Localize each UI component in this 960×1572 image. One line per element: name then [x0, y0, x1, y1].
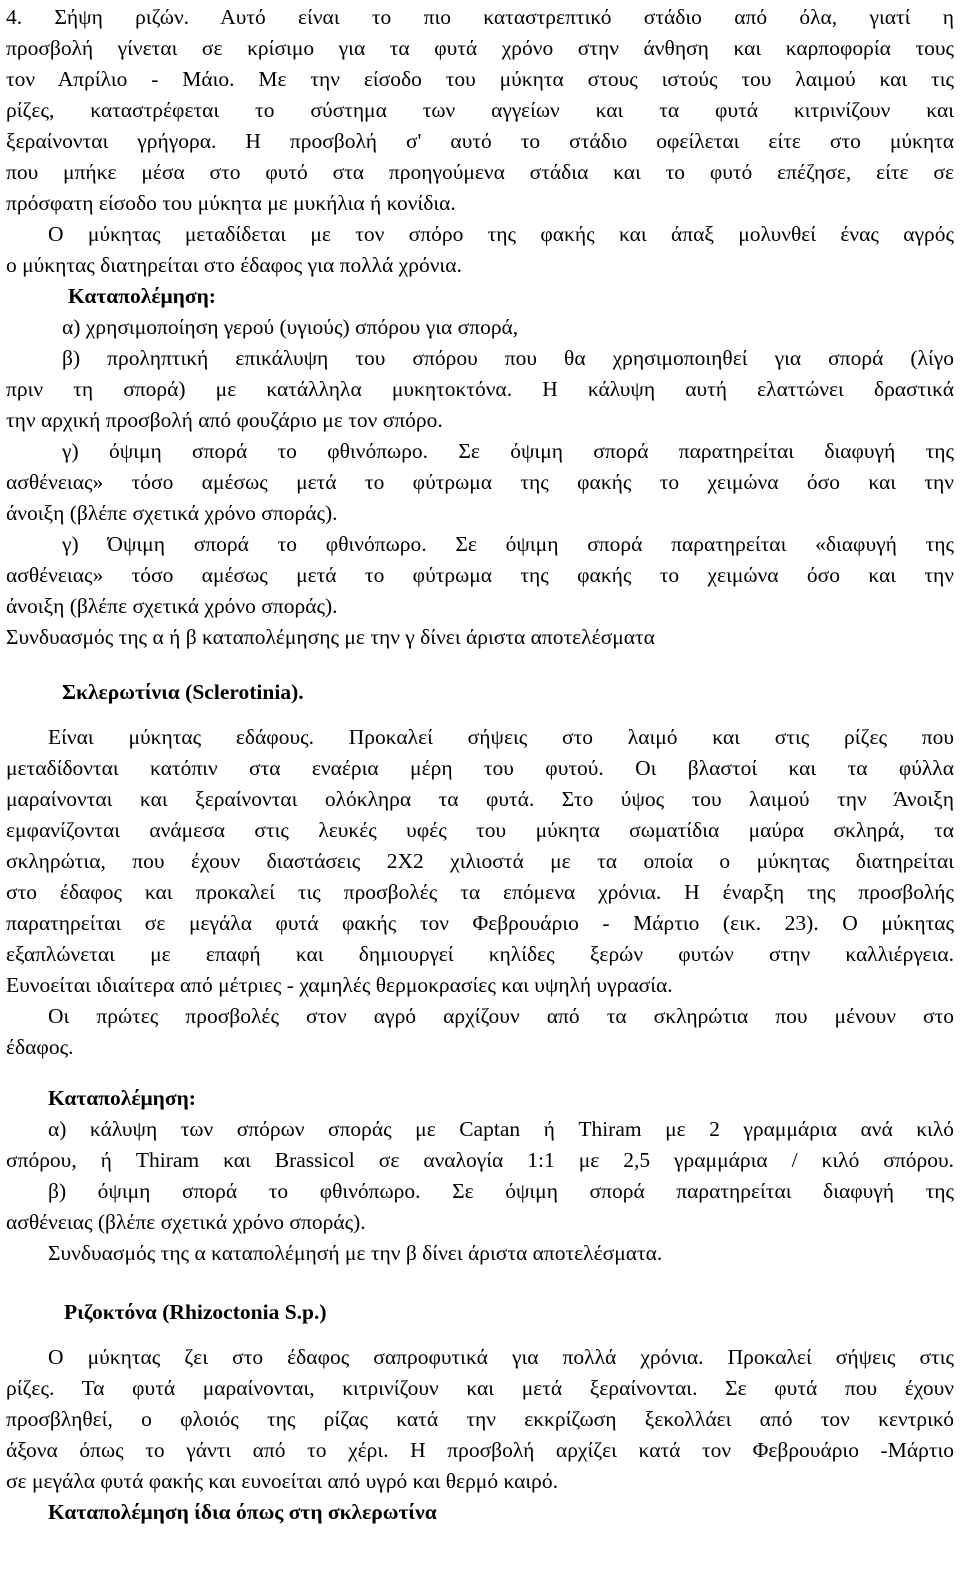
text-line: β) όψιμη σπορά το φθινόπωρο. Σε όψιμη σπορά παρατηρείται διαφυγή της [48, 1179, 954, 1203]
text-line: εξαπλώνεται με επαφή και δημιουργεί κηλίδες ξερών φυτών στην καλλιέργεια. [6, 942, 954, 966]
text-line: α) κάλυψη των σπόρων σποράς με Captan ή Thiram με 2 γραμμάρια ανά κιλό [48, 1117, 954, 1141]
text-line: την αρχική προσβολή από φουζάριο με τον σπόρο. [6, 408, 443, 432]
text-line: σκληρώτια, που έχουν διαστάσεις 2Χ2 χιλιοστά με τα οποία ο μύκητας διατηρείται [6, 849, 954, 873]
text-line: έδαφος. [6, 1035, 74, 1059]
text-line: γ) όψιμη σπορά το φθινόπωρο. Σε όψιμη σπορά παρατηρείται διαφυγή της [62, 439, 954, 463]
text-line: που μπήκε μέσα στο φυτό στα προηγούμενα στάδια και το φυτό επέζησε, είτε σε [6, 160, 954, 184]
text-line: ρίζες, καταστρέφεται το σύστημα των αγγείων και τα φυτά κιτρινίζουν και [6, 98, 954, 122]
text-line: ασθένειας (βλέπε σχετικά χρόνο σποράς). [6, 1210, 366, 1234]
section-heading: Καταπολέμηση ίδια όπως στη σκλερωτίνα [48, 1500, 437, 1524]
text-line: μεταδίδονται κατόπιν στα εναέρια μέρη του φυτού. Οι βλαστοί και τα φύλλα [6, 756, 954, 780]
section-heading: Καταπολέμηση: [48, 1086, 196, 1110]
text-line: άξονα όπως το γάντι από το χέρι. Η προσβολή αρχίζει κατά τον Φεβρουάριο -Μάρτιο [6, 1438, 954, 1462]
text-line: ασθένειας» τόσο αμέσως μετά το φύτρωμα της φακής το χειμώνα όσο και την [6, 563, 954, 587]
text-line: α) χρησιμοποίηση γερού (υγιούς) σπόρου για σπορά, [62, 315, 519, 339]
text-line: εμφανίζονται ανάμεσα στις λευκές υφές του μύκητα σωματίδια μαύρα σκληρά, τα [6, 818, 954, 842]
text-line: ο μύκητας διατηρείται στο έδαφος για πολλά χρόνια. [6, 253, 462, 277]
section-heading: Σκλερωτίνια (Sclerotinia). [62, 680, 304, 704]
text-line: άνοιξη (βλέπε σχετικά χρόνο σποράς). [6, 594, 338, 618]
text-line: β) προληπτική επικάλυψη του σπόρου που θα χρησιμοποιηθεί για σπορά (λίγο [62, 346, 954, 370]
section-heading: Ριζοκτόνα (Rhizoctonia S.p.) [64, 1300, 327, 1324]
text-line: μαραίνονται και ξεραίνονται ολόκληρα τα φυτά. Στο ύψος του λαιμού την Άνοιξη [6, 787, 954, 811]
text-line: σε μεγάλα φυτά φακής και ευνοείται από υγρό και θερμό καιρό. [6, 1469, 559, 1493]
text-line: 4. Σήψη ριζών. Αυτό είναι το πιο καταστρεπτικό στάδιο από όλα, γιατί η [6, 5, 954, 29]
text-line: γ) Όψιμη σπορά το φθινόπωρο. Σε όψιμη σπορά παρατηρείται «διαφυγή της [62, 532, 954, 556]
text-line: Ο μύκητας μεταδίδεται με τον σπόρο της φακής και άπαξ μολυνθεί ένας αγρός [48, 222, 954, 246]
text-line: πρόσφατη είσοδο του μύκητα με μυκήλια ή κονίδια. [6, 191, 456, 215]
text-line: τον Απρίλιο - Μάιο. Με την είσοδο του μύκητα στους ιστούς του λαιμού και τις [6, 67, 954, 91]
text-line: Ευνοείται ιδιαίτερα από μέτριες - χαμηλές θερμοκρασίες και υψηλή υγρασία. [6, 973, 673, 997]
text-line: σπόρου, ή Thiram και Brassicol σε αναλογία 1:1 με 2,5 γραμμάρια / κιλό σπόρου. [6, 1148, 954, 1172]
text-line: πριν τη σπορά) με κατάλληλα μυκητοκτόνα. Η κάλυψη αυτή ελαττώνει δραστικά [6, 377, 954, 401]
section-heading: Καταπολέμηση: [68, 284, 216, 308]
text-line: προσβολή γίνεται σε κρίσιμο για τα φυτά χρόνο στην άνθηση και καρποφορία τους [6, 36, 954, 60]
text-line: ασθένειας» τόσο αμέσως μετά το φύτρωμα της φακής το χειμώνα όσο και την [6, 470, 954, 494]
text-line: Οι πρώτες προσβολές στον αγρό αρχίζουν από τα σκληρώτια που μένουν στο [48, 1004, 954, 1028]
text-line: παρατηρείται σε μεγάλα φυτά φακής τον Φεβρουάριο - Μάρτιο (εικ. 23). Ο μύκητας [6, 911, 954, 935]
text-line: στο έδαφος και προκαλεί τις προσβολές τα επόμενα χρόνια. Η έναρξη της προσβολής [6, 880, 954, 904]
text-line: Ο μύκητας ζει στο έδαφος σαπροφυτικά για πολλά χρόνια. Προκαλεί σήψεις στις [48, 1345, 954, 1369]
text-line: προσβληθεί, ο φλοιός της ρίζας κατά την εκκρίζωση ξεκολλάει από τον κεντρικό [6, 1407, 954, 1431]
text-line: ρίζες. Τα φυτά μαραίνονται, κιτρινίζουν και μετά ξεραίνονται. Σε φυτά που έχουν [6, 1376, 954, 1400]
text-line: Είναι μύκητας εδάφους. Προκαλεί σήψεις στο λαιμό και στις ρίζες που [48, 725, 954, 749]
text-line: Συνδυασμός της α καταπολέμησή με την β δίνει άριστα αποτελέσματα. [48, 1241, 663, 1265]
text-line: άνοιξη (βλέπε σχετικά χρόνο σποράς). [6, 501, 338, 525]
text-line: Συνδυασμός της α ή β καταπολέμησης με την γ δίνει άριστα αποτελέσματα [6, 625, 655, 649]
text-line: ξεραίνονται γρήγορα. Η προσβολή σ' αυτό το στάδιο οφείλεται είτε στο μύκητα [6, 129, 954, 153]
